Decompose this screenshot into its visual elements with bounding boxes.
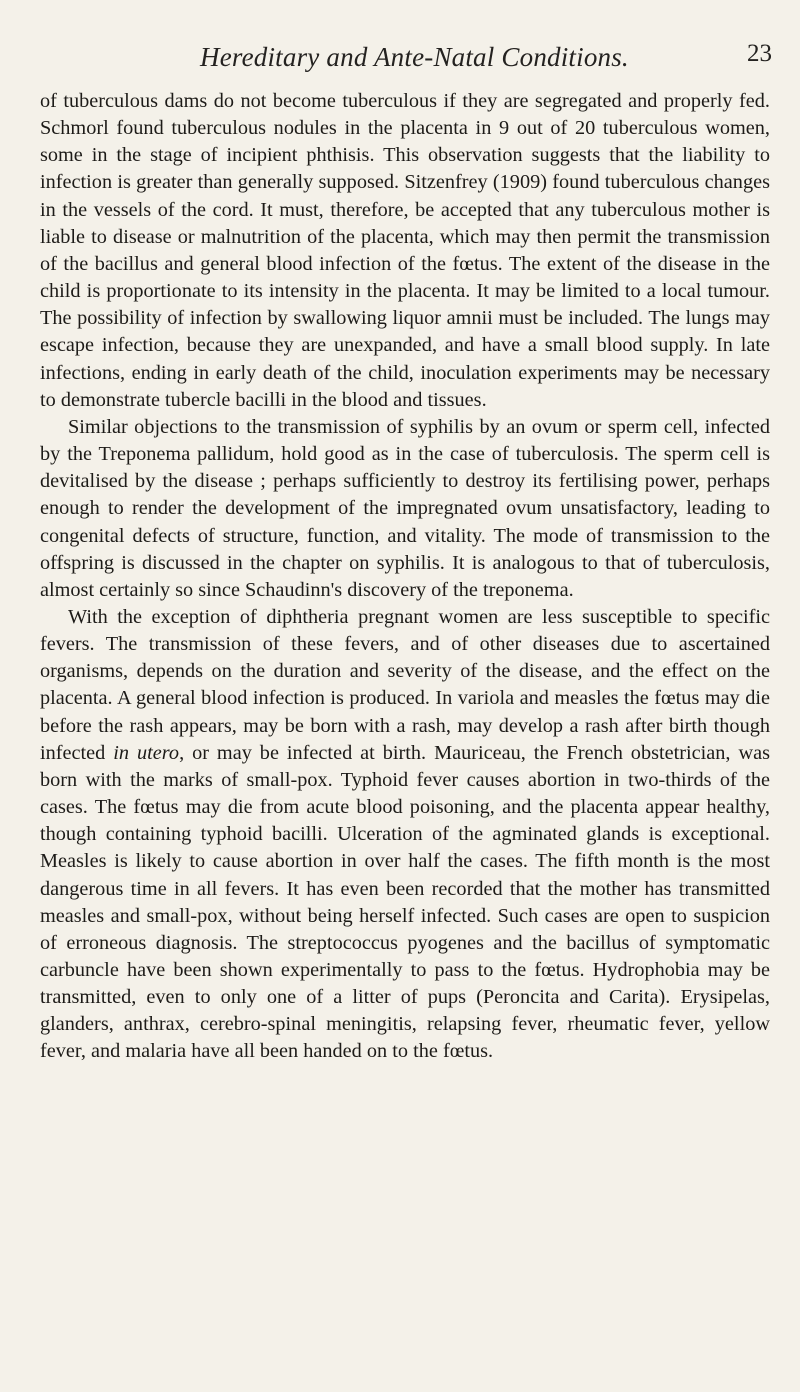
running-title: Hereditary and Ante-Natal Conditions. bbox=[200, 42, 629, 72]
page-number: 23 bbox=[747, 40, 772, 67]
paragraph-fevers-text-a: With the exception of diphtheria pregnant women are less susceptible to specific fevers. The transmission of these fevers, and of other diseases due to ascertained organisms, depends on the duration and severity of the disease, and the effect on the placenta. A general blood infection is produced. In variola and measles the fœtus may die before the rash appears, may be born with a rash, may develop a rash after birth though infected bbox=[40, 605, 770, 764]
paragraph-syphilis: Similar objections to the transmission of syphilis by an ovum or sperm cell, infected by the Treponema pallidum, hold good as in the case of tuberculosis. The sperm cell is devitalised by the disease ; perhaps sufficiently to destroy its fertilising power, perhaps enough to render the development of the impregnated ovum unsatisfactory, leading to congenital defects of structure, function, and vitality. The mode of transmission to the offspring is discussed in the chapter on syphilis. It is analogous to that of tuberculosis, almost certainly so since Schaudinn's discovery of the treponema. bbox=[40, 415, 770, 601]
paragraph-tuberculosis-continued: of tuberculous dams do not become tuberculous if they are segregated and properly fed. Schmorl found tuberculous nodules in the placenta in 9 out of 20 tuberculous women, some in the stage of incipient phthisis. This observation suggests that the liability to infection is greater than generally supposed. Sitzenfrey (1909) found tuberculous changes in the vessels of the cord. It must, therefore, be accepted that any tuberculous mother is liable to disease or malnutrition of the placenta, which may then permit the transmission of the bacillus and general blood infection of the fœtus. The extent of the disease in the child is proportionate to its intensity in the placenta. It may be limited to a local tumour. The possibility of infection by swallowing liquor amnii must be included. The lungs may escape infection, because they are unexpanded, and have a small blood supply. In late infections, ending in early death of the child, inoculation experiments may be necessary to demonstrate tubercle bacilli in the blood and tissues. bbox=[40, 90, 770, 411]
paragraph-specific-fevers bbox=[40, 604, 770, 1066]
body-text bbox=[40, 88, 770, 1066]
paragraph-fevers-text-b: , or may be infected at birth. Mauriceau, the French obstetrician, was born with the marks of small-pox. Typhoid fever causes abortion in two-thirds of the cases. The fœtus may die from acute blood poisoning, and the placenta appear healthy, though containing typhoid bacilli. Ulceration of the agminated glands is exceptional. Measles is likely to cause abortion in over half the cases. The fifth month is the most dangerous time in all fevers. It has even been recorded that the mother has transmitted measles and small-pox, without being herself infected. Such cases are open to suspicion of erroneous diagnosis. The streptococcus pyogenes and the bacillus of symptomatic carbuncle have been shown experimentally to pass to the fœtus. Hydrophobia may be transmitted, even to only one of a litter of pups (Peroncita and Carita). Erysipelas, glanders, anthrax, cerebro-spinal meningitis, relapsing fever, rheumatic fever, yellow fever, and malaria have all been handed on to the fœtus. bbox=[40, 741, 770, 1063]
running-header bbox=[0, 38, 800, 78]
italic-in-utero: in utero bbox=[113, 741, 180, 764]
